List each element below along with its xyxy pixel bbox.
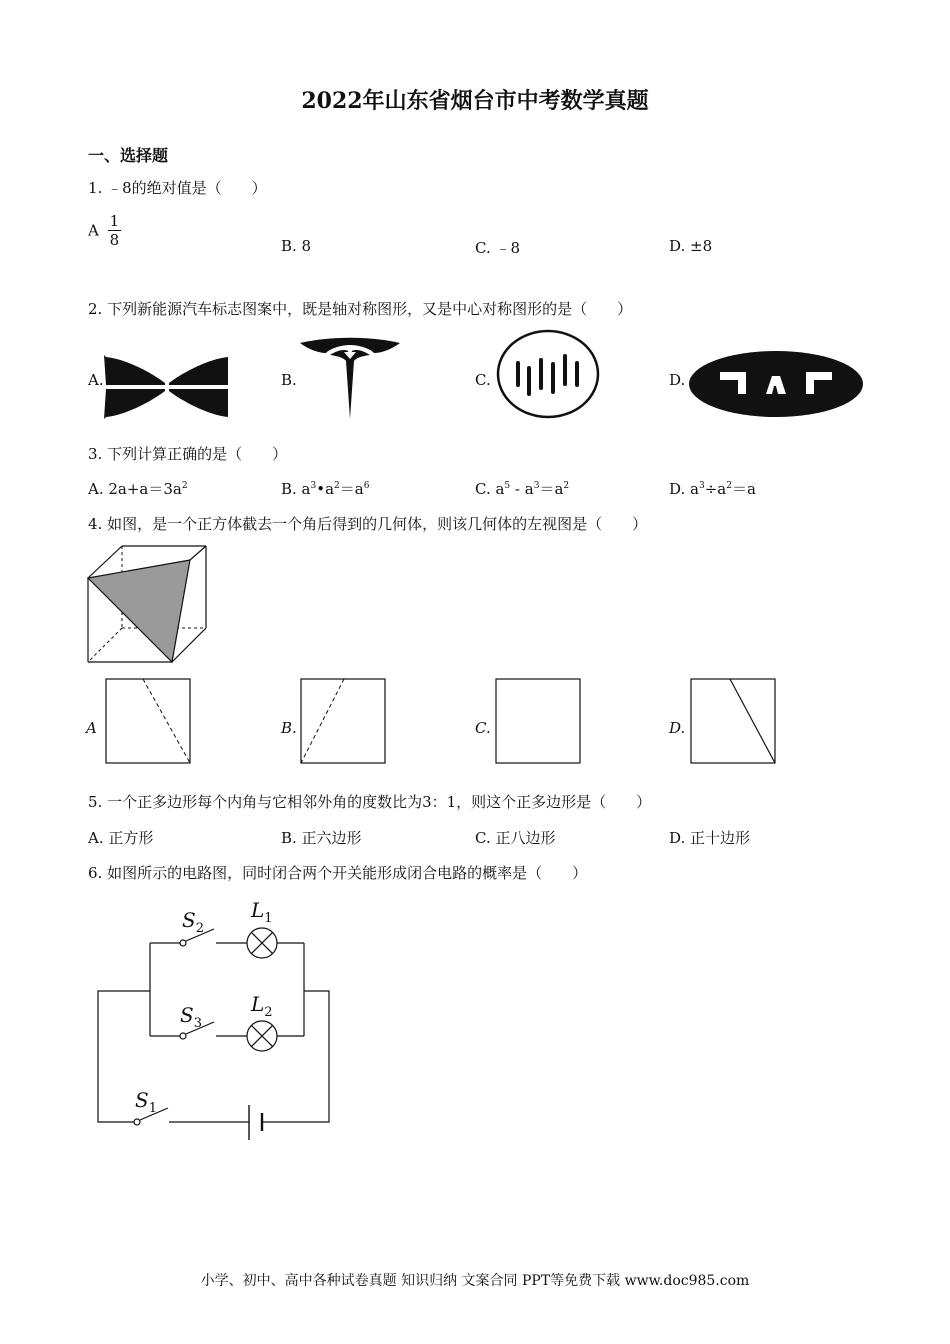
circuit-diagram (96, 895, 336, 1150)
q3-c-exp1: 5 (504, 481, 511, 491)
q5-option-a: A. 正方形 (88, 829, 154, 847)
question-6-stem: 6. 如图所示的电路图，同时闭合两个开关能形成闭合电路的概率是（ ） (88, 864, 588, 882)
t-logo-icon (300, 339, 400, 419)
fraction (108, 212, 122, 249)
q3-c-part3: ＝a (539, 480, 564, 498)
q4-option-c-label: C. (475, 719, 491, 737)
q3-d-exp1: 3 (698, 481, 705, 491)
label-s2 (182, 908, 204, 936)
label-l1 (251, 898, 273, 926)
label-s1 (135, 1088, 157, 1116)
q2-option-c-label: C. (475, 371, 491, 389)
q3-b-part2: •a (316, 480, 335, 498)
q3-d-part3: ＝a (731, 480, 756, 498)
fraction-denominator: 8 (109, 231, 120, 249)
q3-d-part1: D. a (669, 480, 699, 498)
label-s1-sub: 1 (148, 1101, 157, 1116)
question-2-stem: 2. 下列新能源汽车标志图案中，既是轴对称图形，又是中心对称图形的是（ ） (88, 300, 633, 318)
q3-d-exp2: 2 (726, 481, 732, 491)
q4-option-d-figure (690, 678, 777, 765)
question-5-stem: 5. 一个正多边形每个内角与它相邻外角的度数比为3：1，则这个正多边形是（ ） (88, 793, 652, 811)
q4-option-b-label: B. (281, 719, 297, 737)
q2-option-b-label: B. (281, 371, 297, 389)
q3-option-d (669, 478, 756, 499)
q4-option-a-label: A (86, 719, 97, 737)
label-l1-sub: 1 (264, 911, 273, 926)
label-s2-main: S (182, 908, 196, 932)
label-l2-sub: 2 (264, 1005, 273, 1020)
label-s2-sub: 2 (195, 921, 204, 936)
circle-bars-logo-icon (497, 330, 601, 420)
question-3-stem: 3. 下列计算正确的是（ ） (88, 445, 288, 463)
page-footer: 小学、初中、高中各种试卷真题 知识归纳 文案合同 PPT等免费下载 www.doc985.com (200, 1273, 750, 1289)
label-s1-main: S (135, 1088, 149, 1112)
q2-option-d-label: D. (669, 371, 686, 389)
q3-c-exp2: 3 (533, 481, 540, 491)
q3-option-c (475, 478, 569, 499)
q3-b-exp2: 2 (334, 481, 340, 491)
q1-option-d: D. ±8 (669, 237, 713, 255)
q5-option-d: D. 正十边形 (669, 829, 751, 847)
section-heading: 一、选择题 (88, 146, 169, 165)
label-l1-main: L (251, 898, 265, 922)
label-l2-main: L (251, 992, 265, 1016)
label-s3 (180, 1003, 202, 1031)
q3-a-expr: A. 2a+a＝3a (88, 480, 182, 498)
q3-d-part2: ÷a (704, 480, 727, 498)
label-l2 (251, 992, 273, 1020)
q3-c-part2: - a (510, 480, 534, 498)
q1-option-a (88, 212, 121, 249)
q1-option-a-label: A (88, 221, 99, 240)
q1-option-b: B. 8 (281, 237, 312, 255)
q3-b-part3: ＝a (339, 480, 364, 498)
label-s3-main: S (180, 1003, 194, 1027)
q5-option-c: C. 正八边形 (475, 829, 556, 847)
q2-option-a-label: A. (88, 371, 104, 389)
q4-option-d-label: D. (669, 719, 686, 737)
q3-option-b (281, 478, 369, 499)
q3-option-a (88, 478, 188, 499)
q5-option-b: B. 正六边形 (281, 829, 362, 847)
truncated-cube-figure (86, 544, 210, 666)
q4-option-c-figure (495, 678, 582, 765)
q3-c-part1: C. a (475, 480, 505, 498)
q3-b-part1: B. a (281, 480, 311, 498)
q3-b-exp1: 3 (310, 481, 317, 491)
question-1-stem: 1. ﹣8的绝对值是（ ） (88, 179, 267, 197)
q3-c-exp3: 2 (563, 481, 570, 491)
q4-option-b-figure (300, 678, 387, 765)
page-title: 2022年山东省烟台市中考数学真题 (301, 88, 649, 114)
q1-option-c: C. ﹣8 (475, 239, 521, 257)
q3-a-exp: 2 (181, 481, 188, 491)
oval-logo-icon (688, 350, 864, 418)
label-s3-sub: 3 (193, 1016, 202, 1031)
q4-option-a-figure (105, 678, 192, 765)
q3-b-exp3: 6 (363, 481, 370, 491)
question-4-stem: 4. 如图，是一个正方体截去一个角后得到的几何体，则该几何体的左视图是（ ） (88, 515, 648, 533)
x-logo-icon (104, 355, 230, 419)
fraction-numerator: 1 (109, 212, 120, 230)
